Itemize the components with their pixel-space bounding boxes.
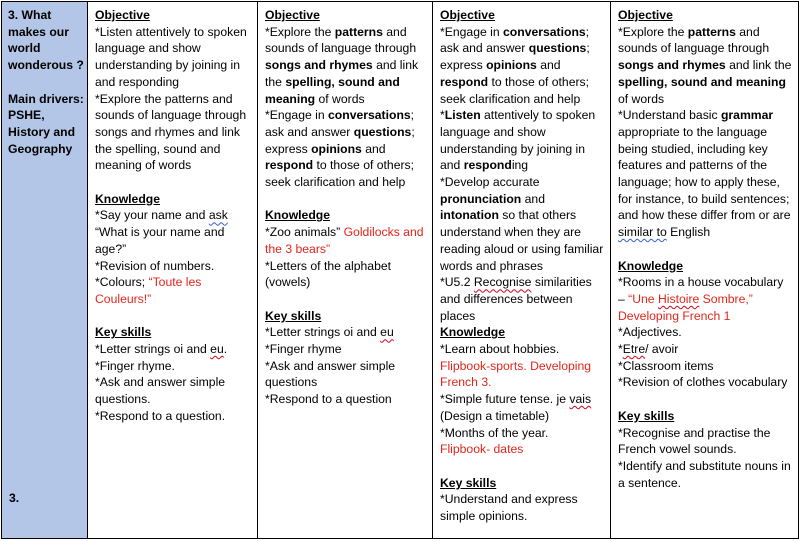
objective-item: *Engage in conversations; ask and answer questions; express opinions and respond to those of others; seek clarification and help bbox=[265, 108, 415, 190]
objective-item: *Develop accurate pronunciation and intonation so that others understand when they are reading aloud or using familiar words and phrases bbox=[440, 175, 604, 273]
knowledge-item: *Classroom items bbox=[618, 358, 714, 373]
key-skills-heading: Key skills bbox=[265, 308, 322, 323]
skill-item: *Respond to a question bbox=[265, 392, 392, 407]
knowledge-item: Flipbook-sports. Developing French 3. bbox=[440, 358, 592, 390]
knowledge-item: *Colours; “Toute les Couleurs!” bbox=[95, 275, 202, 306]
drivers-list: PSHE, History and Geography bbox=[8, 108, 76, 156]
objective-item: *Explore the patterns and sounds of language through songs and rhymes and link the spelling, sound and meaning of words bbox=[265, 24, 419, 106]
knowledge-item: Flipbook- dates bbox=[440, 442, 524, 457]
row-number: 3. bbox=[9, 491, 20, 505]
objective-item: *Listen attentively to spoken language and show understanding by joining in and responding bbox=[95, 24, 247, 89]
objective-heading: Objective bbox=[95, 8, 150, 22]
skill-item: *Ask and answer simple questions. bbox=[95, 375, 226, 407]
knowledge-item: – “Une Histoire Sombre,” Developing French 1 bbox=[618, 291, 753, 323]
objective-heading: Objective bbox=[265, 8, 320, 22]
key-skills-heading: Key skills bbox=[618, 408, 675, 423]
term-column-3 bbox=[432, 1, 610, 539]
knowledge-heading: Knowledge bbox=[618, 258, 684, 273]
skill-item: *Letter strings oi and eu bbox=[265, 325, 394, 340]
knowledge-item: *Adjectives. bbox=[618, 325, 682, 340]
knowledge-item: *Say your name and ask “What is your name and age?” bbox=[95, 208, 228, 256]
objective-heading: Objective bbox=[618, 8, 673, 22]
objective-heading: Objective bbox=[440, 8, 495, 22]
term-column-2 bbox=[257, 1, 432, 539]
knowledge-heading: Knowledge bbox=[440, 325, 506, 340]
drivers-label: Main drivers: bbox=[8, 91, 84, 106]
objective-item: *Explore the patterns and sounds of language through songs and rhymes and link the spelling, sound and meaning of words bbox=[618, 24, 792, 106]
objective-item: *U5.2 Recognise similarities and differences between places bbox=[440, 275, 592, 323]
skill-item: *Letter strings oi and eu. bbox=[95, 342, 228, 357]
objective-item: *Listen attentively to spoken language and show understanding by joining in and responding bbox=[440, 108, 596, 173]
knowledge-item: *Revision of numbers. bbox=[95, 258, 215, 273]
knowledge-item: *Zoo animals” Goldilocks and the 3 bears” bbox=[265, 225, 424, 256]
key-skills-heading: Key skills bbox=[440, 475, 497, 490]
knowledge-item: *Letters of the alphabet (vowels) bbox=[265, 258, 392, 290]
knowledge-heading: Knowledge bbox=[265, 208, 331, 223]
theme-title: 3. What makes our world wonderous ? bbox=[8, 8, 84, 73]
term-column-4 bbox=[610, 1, 799, 539]
skill-item: *Identify and substitute nouns in a sentence. bbox=[618, 458, 791, 490]
skill-item: *Respond to a question. bbox=[95, 408, 226, 423]
key-skills-heading: Key skills bbox=[95, 325, 152, 340]
knowledge-item: *Revision of clothes vocabulary bbox=[618, 375, 788, 390]
objective-item: *Explore the patterns and sounds of language through songs and rhymes and link the spelling, sound and meaning of words bbox=[95, 91, 247, 173]
knowledge-item: *Learn about hobbies. bbox=[440, 342, 560, 357]
skill-item: *Finger rhyme bbox=[265, 342, 342, 357]
knowledge-item: *Simple future tense. je vais (Design a timetable) bbox=[440, 392, 592, 423]
knowledge-heading: Knowledge bbox=[95, 191, 161, 206]
term-column-1 bbox=[87, 1, 257, 539]
theme-column bbox=[1, 1, 87, 539]
skill-item: *Understand and express simple opinions. bbox=[440, 492, 578, 524]
skill-item: *Finger rhyme. bbox=[95, 358, 175, 373]
skill-item: *Recognise and practise the French vowel sounds. bbox=[618, 425, 771, 457]
skill-item: *Ask and answer simple questions bbox=[265, 358, 396, 390]
knowledge-item: *Months of the year. bbox=[440, 425, 549, 440]
objective-item: *Understand basic grammar appropriate to the language being studied, including key features and patterns of the language; how to apply these, for instance, to build sentences; and how these differ from or are similar to English bbox=[618, 108, 791, 240]
knowledge-item: *Etre/ avoir bbox=[618, 342, 679, 357]
knowledge-item: *Rooms in a house vocabulary bbox=[618, 275, 784, 290]
objective-item: *Engage in conversations; ask and answer questions; express opinions and respond to those of others; seek clarification and help bbox=[440, 24, 590, 106]
